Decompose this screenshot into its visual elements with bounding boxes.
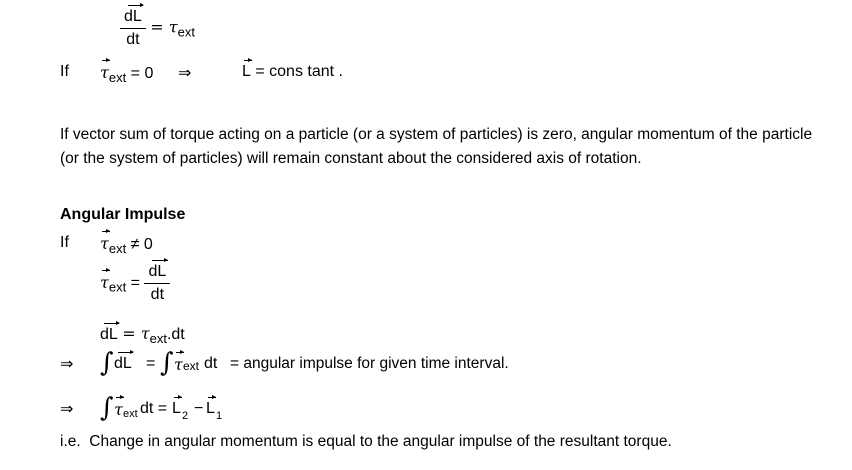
- minus-sign: −: [194, 400, 204, 417]
- conclusion-line: i.e. Change in angular momentum is equal to the angular impulse of the resultant torque.: [60, 433, 672, 450]
- equation-tau-dl-dt: [100, 263, 170, 304]
- tau-symbol: = τ: [150, 17, 178, 37]
- tau-ext-nonzero: $\tau_{ext} \ne 0$: [100, 234, 153, 256]
- conservation-paragraph: If vector sum of torque acting on a particle (or a system of particles) is zero, angular momentum of the particle (or the system of particles) will remain constant about the considered axis of rotation.: [60, 126, 813, 167]
- dt-term: .dt: [166, 326, 185, 343]
- section-heading: Angular Impulse: [60, 206, 186, 223]
- implies-arrow: ⇒: [60, 356, 74, 373]
- condition-torque-zero: [60, 63, 380, 85]
- subscript-ext: ext: [149, 331, 167, 346]
- tau-symbol: = τ: [122, 324, 150, 343]
- tau-symbol: τ: [174, 355, 183, 374]
- subscript-ext: ext: [108, 279, 127, 295]
- dt-term: dt: [204, 355, 218, 372]
- tau-ext-zero: $\tau_{ext} = 0$: [100, 63, 154, 85]
- angular-impulse-description: = angular impulse for given time interval.: [230, 355, 509, 372]
- if-label: If: [60, 63, 69, 80]
- subscript-1: 1: [216, 410, 223, 422]
- fraction-dl-dt: [120, 8, 146, 49]
- dl-term: dL: [114, 355, 132, 372]
- equals-sign: =: [130, 274, 140, 292]
- integral-sign: ∫: [160, 348, 174, 378]
- subscript-2: 2: [182, 410, 189, 422]
- fraction-denominator: dt: [126, 31, 140, 48]
- subscript-ext: ext: [123, 408, 138, 420]
- subscript-ext: ext: [177, 24, 195, 40]
- subscript-ext: ext: [183, 359, 200, 373]
- implies-arrow: ⇒: [178, 65, 192, 82]
- fraction-numerator: dL: [120, 8, 146, 29]
- equation-angular-impulse: [60, 350, 560, 380]
- equation-change-in-momentum: [60, 395, 360, 425]
- tau-symbol: τ: [100, 272, 109, 292]
- implies-arrow: ⇒: [60, 401, 74, 418]
- equals-sign: =: [146, 355, 156, 372]
- l1-term: L: [206, 400, 215, 417]
- tau-symbol: τ: [114, 400, 123, 419]
- equation-dl-dt: [120, 8, 195, 49]
- integral-sign: ∫: [100, 393, 114, 423]
- equation-dl-tau-dt: [100, 324, 185, 346]
- angular-momentum-constant: L = cons tant .: [242, 63, 343, 80]
- if-label: If: [60, 234, 69, 251]
- dt-equals: dt =: [140, 400, 168, 417]
- fraction-numerator: dL: [144, 263, 170, 284]
- l2-term: L: [172, 400, 181, 417]
- integral-sign: ∫: [100, 348, 114, 378]
- fraction-dl-dt: [144, 263, 170, 304]
- fraction-denominator: dt: [150, 286, 165, 303]
- condition-torque-nonzero: [60, 234, 260, 256]
- dl-term: dL: [100, 326, 118, 343]
